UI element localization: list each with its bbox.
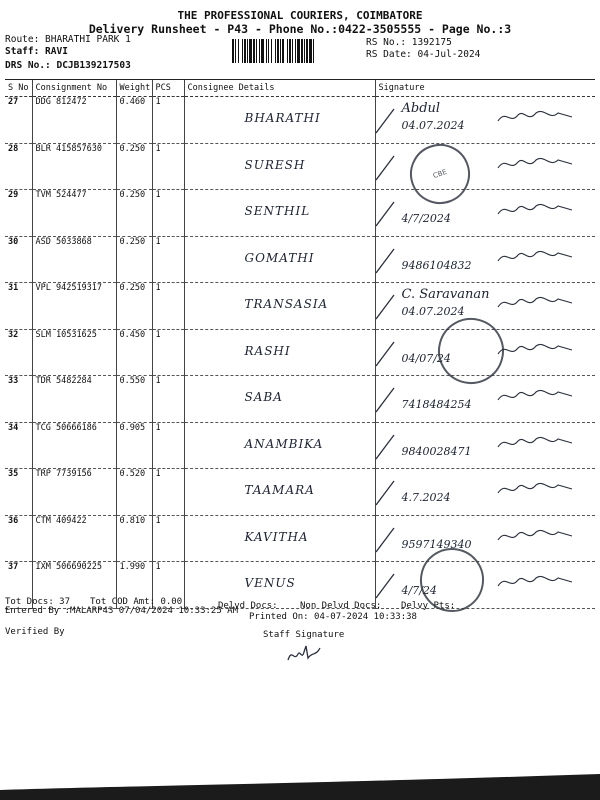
signature-note: 04/07/24 bbox=[401, 351, 451, 365]
col-consignment: Consignment No bbox=[32, 80, 116, 97]
staff-signature-label: Staff Signature bbox=[263, 630, 345, 640]
consignee-name-handwritten: SABA bbox=[244, 390, 283, 404]
signature-scribble bbox=[496, 384, 576, 408]
row-consignment-no: DDG 812472 bbox=[32, 97, 116, 144]
signature-note: 04.07.2024 bbox=[401, 305, 465, 318]
table-row bbox=[5, 97, 595, 144]
row-sno: 29 bbox=[5, 190, 32, 237]
row-sno: 30 bbox=[5, 236, 32, 283]
row-pcs: 1 bbox=[152, 143, 184, 190]
non-delvd-docs: Non Delvd Docs: bbox=[300, 601, 382, 611]
consignee-name-handwritten: SURESH bbox=[244, 157, 306, 172]
row-sno: 28 bbox=[5, 143, 32, 190]
route-label: Route: BHARATHI PARK 1 bbox=[5, 34, 131, 45]
row-pcs: 1 bbox=[152, 422, 184, 469]
row-weight: 0.550 bbox=[116, 376, 152, 423]
signature-scribble bbox=[496, 152, 576, 176]
verified-by: Verified By bbox=[5, 627, 65, 637]
row-consignee bbox=[184, 97, 375, 144]
row-signature bbox=[375, 422, 595, 469]
tot-cod-amt: Tot COD Amt: 0.00 bbox=[90, 597, 183, 607]
col-weight: Weight bbox=[116, 80, 152, 97]
row-sno: 32 bbox=[5, 329, 32, 376]
row-sno: 34 bbox=[5, 422, 32, 469]
row-signature bbox=[375, 469, 595, 516]
delvd-docs: Delvd Docs: bbox=[218, 601, 278, 611]
signature-note: 4/7/24 bbox=[401, 584, 437, 597]
company-stamp-1: CBE bbox=[402, 136, 479, 213]
printed-on: Printed On: 04-07-2024 10:33:38 bbox=[249, 612, 417, 622]
table-header-row bbox=[5, 80, 595, 97]
tick-mark bbox=[374, 247, 396, 275]
consignee-name-handwritten: SENTHIL bbox=[244, 204, 311, 218]
row-signature bbox=[375, 97, 595, 144]
staff-label: Staff: RAVI bbox=[5, 46, 68, 57]
row-weight: 0.250 bbox=[116, 143, 152, 190]
rs-date: RS Date: 04-Jul-2024 bbox=[366, 49, 481, 60]
signature-scribble bbox=[496, 477, 576, 501]
row-consignment-no: TRP 7739156 bbox=[32, 469, 116, 516]
row-consignee bbox=[184, 236, 375, 283]
consignee-name-handwritten: GOMATHI bbox=[244, 250, 315, 265]
signature-note: 9597149340 bbox=[401, 537, 472, 551]
entered-by: Entered By :MALARP43 07/04/2024 10:33:25 AM bbox=[5, 606, 238, 616]
signature-scribble bbox=[496, 291, 576, 315]
row-consignment-no: ASD 5033868 bbox=[32, 236, 116, 283]
tick-mark bbox=[374, 293, 396, 321]
row-weight: 0.250 bbox=[116, 236, 152, 283]
rs-number: RS No.: 1392175 bbox=[366, 37, 452, 48]
tick-mark bbox=[374, 107, 396, 135]
row-pcs: 1 bbox=[152, 283, 184, 330]
company-title: THE PROFESSIONAL COURIERS, COIMBATORE bbox=[177, 9, 423, 22]
table-row bbox=[5, 236, 595, 283]
consignee-name-handwritten: BHARATHI bbox=[244, 111, 321, 125]
col-consignee: Consignee Details bbox=[184, 80, 375, 97]
signature-note: 9840028471 bbox=[401, 444, 472, 458]
row-pcs: 1 bbox=[152, 236, 184, 283]
row-consignment-no: IXM 506690225 bbox=[32, 562, 116, 609]
signature-scribble bbox=[496, 338, 576, 362]
tick-mark bbox=[374, 572, 396, 600]
scan-edge-shadow bbox=[0, 772, 600, 800]
row-consignment-no: TDR 5482284 bbox=[32, 376, 116, 423]
tick-mark bbox=[374, 433, 396, 461]
row-weight: 0.460 bbox=[116, 97, 152, 144]
tick-mark bbox=[374, 200, 396, 228]
row-sno: 35 bbox=[5, 469, 32, 516]
row-pcs: 1 bbox=[152, 376, 184, 423]
signature-scribble bbox=[496, 245, 576, 269]
tot-docs: Tot Docs: 37 bbox=[5, 597, 71, 607]
row-weight: 0.905 bbox=[116, 422, 152, 469]
row-pcs: 1 bbox=[152, 329, 184, 376]
consignee-name-handwritten: TRANSASIA bbox=[244, 297, 329, 311]
consignee-name-handwritten: VENUS bbox=[244, 576, 296, 590]
delvy-pts: Delvy Pts: bbox=[401, 601, 456, 611]
table-row bbox=[5, 190, 595, 237]
row-consignment-no: SLM 10531625 bbox=[32, 329, 116, 376]
consignee-name-handwritten: RASHI bbox=[244, 343, 291, 358]
staff-signature-scribble bbox=[286, 642, 330, 664]
consignee-name-handwritten: TAAMARA bbox=[244, 483, 315, 497]
row-signature bbox=[375, 236, 595, 283]
row-sno: 36 bbox=[5, 515, 32, 562]
tick-mark bbox=[374, 154, 396, 182]
row-signature bbox=[375, 376, 595, 423]
row-pcs: 1 bbox=[152, 562, 184, 609]
tick-mark bbox=[374, 340, 396, 368]
row-sno: 37 bbox=[5, 562, 32, 609]
signature-handwritten: Abdul bbox=[401, 101, 441, 116]
table-row bbox=[5, 376, 595, 423]
tick-mark bbox=[374, 386, 396, 414]
row-consignee bbox=[184, 329, 375, 376]
row-pcs: 1 bbox=[152, 469, 184, 516]
tick-mark bbox=[374, 526, 396, 554]
row-consignee bbox=[184, 143, 375, 190]
row-consignee bbox=[184, 376, 375, 423]
row-signature bbox=[375, 515, 595, 562]
row-consignee bbox=[184, 283, 375, 330]
col-sno: S No bbox=[5, 80, 32, 97]
col-pcs: PCS bbox=[152, 80, 184, 97]
signature-scribble bbox=[496, 431, 576, 455]
runsheet-subtitle: Delivery Runsheet - P43 - Phone No.:0422-3505555 - Page No.:3 bbox=[88, 22, 512, 36]
tick-mark bbox=[374, 479, 396, 507]
row-pcs: 1 bbox=[152, 97, 184, 144]
row-weight: 0.250 bbox=[116, 190, 152, 237]
table-row bbox=[5, 283, 595, 330]
row-signature bbox=[375, 190, 595, 237]
row-consignment-no: TVM 524477 bbox=[32, 190, 116, 237]
barcode-graphic bbox=[232, 39, 358, 63]
signature-note: 4/7/2024 bbox=[401, 212, 451, 225]
row-consignment-no: VPL 942519317 bbox=[32, 283, 116, 330]
signature-note: 04.07.2024 bbox=[401, 119, 465, 132]
signature-note: 9486104832 bbox=[401, 258, 472, 272]
row-consignment-no: CTM 409422 bbox=[32, 515, 116, 562]
row-signature bbox=[375, 143, 595, 190]
table-row bbox=[5, 422, 595, 469]
signature-scribble bbox=[496, 105, 576, 129]
row-consignee bbox=[184, 422, 375, 469]
row-sno: 31 bbox=[5, 283, 32, 330]
row-weight: 0.450 bbox=[116, 329, 152, 376]
signature-note: 4.7.2024 bbox=[401, 491, 451, 504]
row-weight: 0.520 bbox=[116, 469, 152, 516]
signature-note: 7418484254 bbox=[401, 398, 472, 411]
row-sno: 27 bbox=[5, 97, 32, 144]
table-row bbox=[5, 469, 595, 516]
table-row bbox=[5, 515, 595, 562]
row-pcs: 1 bbox=[152, 515, 184, 562]
signature-scribble bbox=[496, 524, 576, 548]
drs-number: DRS No.: DCJB139217503 bbox=[5, 60, 131, 71]
row-consignment-no: BLR 415857630 bbox=[32, 143, 116, 190]
row-pcs: 1 bbox=[152, 190, 184, 237]
row-consignee bbox=[184, 190, 375, 237]
consignee-name-handwritten: ANAMBIKA bbox=[244, 436, 324, 451]
col-signature: Signature bbox=[375, 80, 595, 97]
row-weight: 0.250 bbox=[116, 283, 152, 330]
row-sno: 33 bbox=[5, 376, 32, 423]
signature-scribble bbox=[496, 198, 576, 222]
row-consignment-no: TCG 50666186 bbox=[32, 422, 116, 469]
row-weight: 1.990 bbox=[116, 562, 152, 609]
row-consignee bbox=[184, 469, 375, 516]
consignee-name-handwritten: KAVITHA bbox=[244, 529, 309, 544]
runsheet-table bbox=[5, 79, 595, 609]
signature-scribble bbox=[496, 570, 576, 594]
table-row bbox=[5, 329, 595, 376]
signature-handwritten: C. Saravanan bbox=[401, 287, 490, 302]
row-weight: 0.810 bbox=[116, 515, 152, 562]
table-row bbox=[5, 143, 595, 190]
row-consignee bbox=[184, 515, 375, 562]
